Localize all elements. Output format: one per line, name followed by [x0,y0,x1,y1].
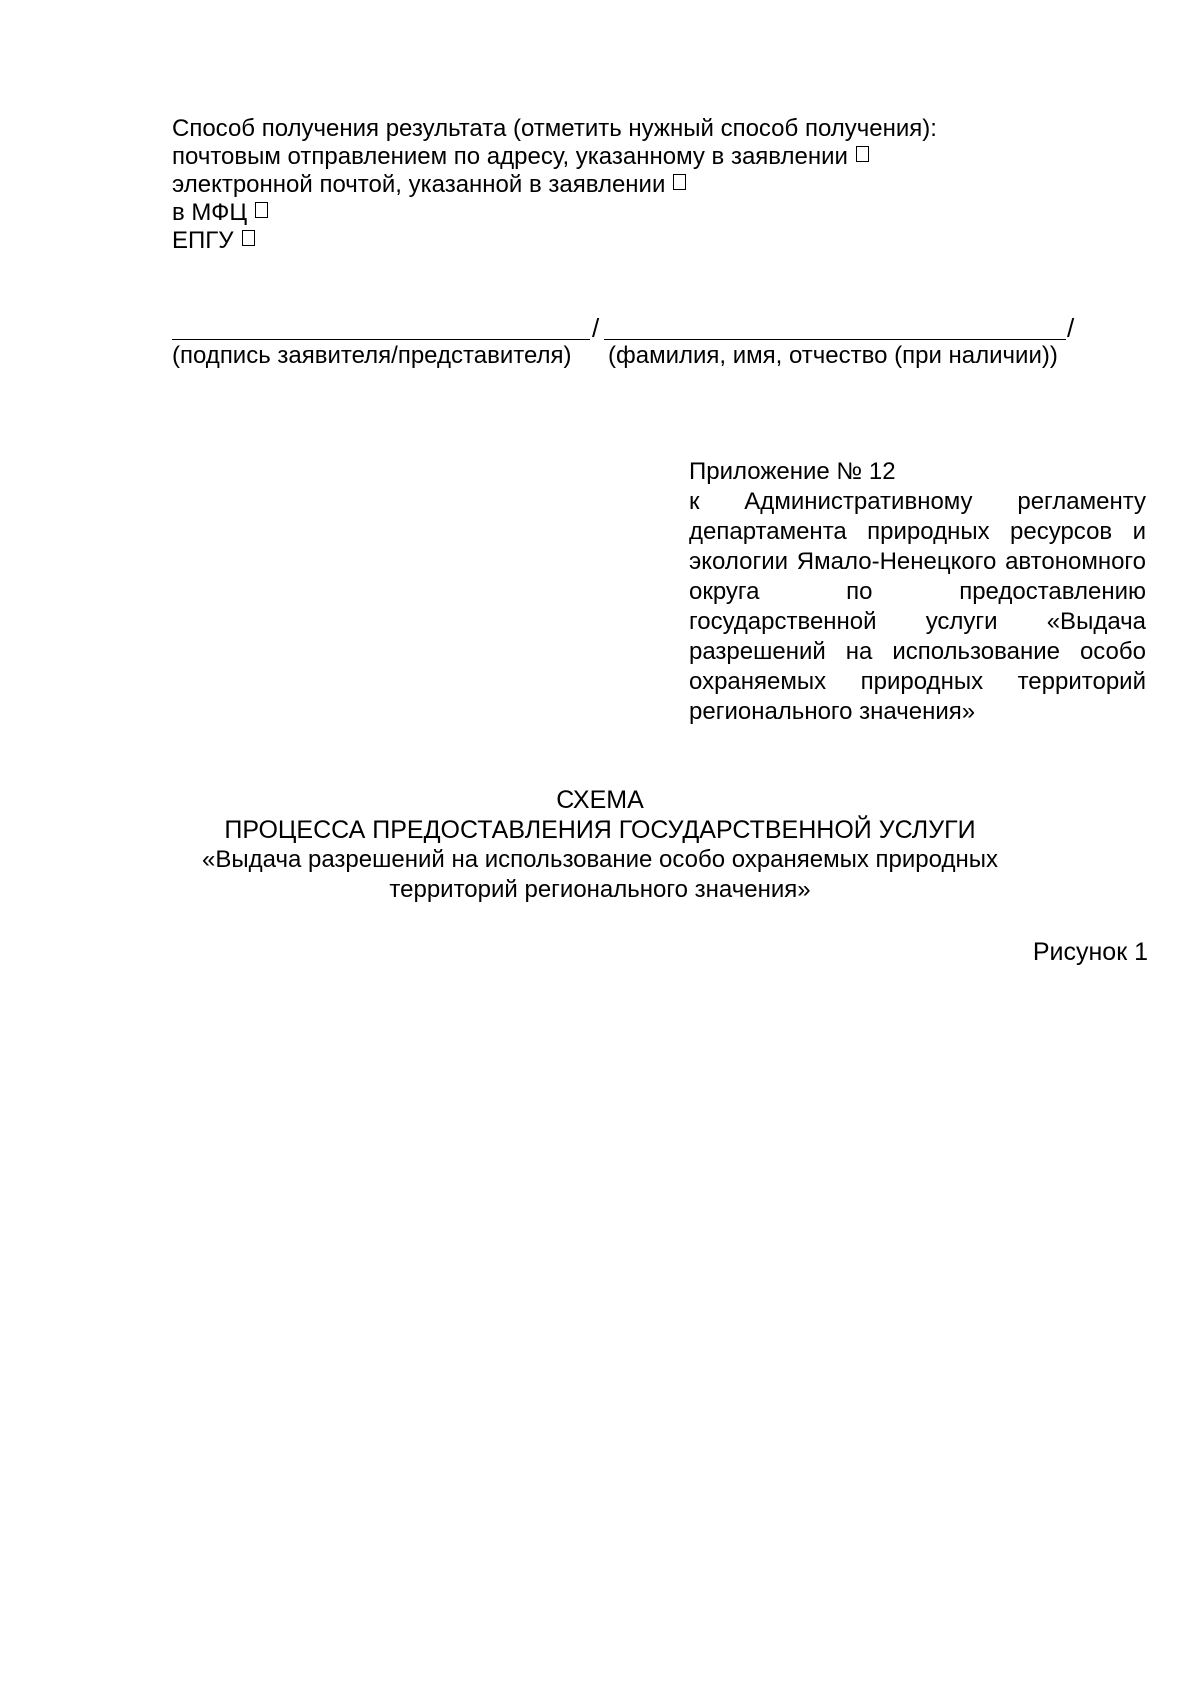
appendix-number: Приложение № 12 [689,458,896,485]
separator-slash: / [592,313,600,343]
signature-lines [172,313,1075,343]
signature-captions [172,342,1072,372]
full-name-caption: (фамилия, имя, отчество (при наличии)) [608,342,1058,369]
delivery-option-post[interactable] [172,143,937,171]
title-line: «Выдача разрешений на использование особо охраняемых природных [202,846,998,873]
appendix-header [689,457,1146,727]
signature-caption: (подпись заявителя/представителя) [172,342,572,369]
delivery-option-label: ЕПГУ [172,227,234,254]
delivery-heading: Способ получения результата (отметить нужный способ получения): [172,115,937,142]
appendix-text: к Административному регламенту департамента природных ресурсов и экологии Ямало-Ненецкого автономного округа по предоставлению государственной услуги «Выдача разрешений на использование особо охраняемых природных территорий регионального значения» [689,488,1146,725]
figure-label: Рисунок 1 [1032,938,1148,966]
delivery-option-label: в МФЦ [172,199,248,226]
checkbox[interactable] [242,230,255,246]
delivery-option-email[interactable] [172,171,937,199]
delivery-option-mfc[interactable] [172,199,937,227]
checkbox[interactable] [673,174,686,190]
delivery-option-label: почтовым отправлением по адресу, указанному в заявлении [172,143,848,170]
separator-slash: / [1067,313,1075,343]
title-line: ПРОЦЕССА ПРЕДОСТАВЛЕНИЯ ГОСУДАРСТВЕННОЙ УСЛУГИ [224,816,976,844]
scheme-title [0,785,1200,905]
title-line: СХЕМА [556,786,644,814]
signature-block [172,313,1075,372]
full-name-field[interactable] [604,339,1066,340]
title-line: территорий регионального значения» [389,876,811,903]
delivery-method-section [172,115,937,255]
checkbox[interactable] [255,202,268,218]
checkbox[interactable] [856,146,869,162]
signature-field[interactable] [172,339,590,340]
delivery-option-epgu[interactable] [172,227,937,255]
delivery-option-label: электронной почтой, указанной в заявлении [172,171,666,198]
